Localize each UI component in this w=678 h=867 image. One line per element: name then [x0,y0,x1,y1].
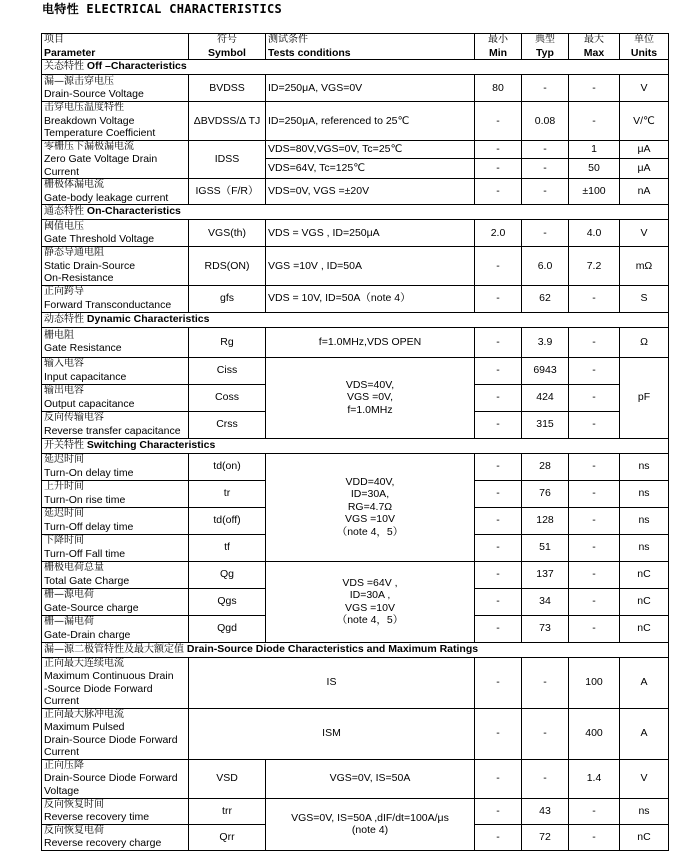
cell-vgs-en: Gate Threshold Voltage [44,233,155,245]
cell-coss-max: - [569,384,620,411]
cell-rds-min: - [475,247,522,286]
cell-ism-en2: Drain-Source Diode Forward [44,733,178,746]
table-cell [42,534,189,561]
cell-vsd-min: - [475,759,522,798]
cell-header-typ_cn: 典型 [535,34,555,45]
cell-crss-en: Reverse transfer capacitance [44,424,181,437]
cell-crss-min: - [475,411,522,438]
cell-tdoff-min: - [475,507,522,534]
cell-qrr-max: - [569,824,620,850]
cell-qgs-en: Gate-Source charge [44,601,139,614]
cell-q_cond-l1: VDS =64V , [342,576,398,589]
cell-vsd-typ: - [522,759,569,798]
cell-tdoff-cn: 延迟时间 [44,508,84,519]
cell-tf-min: - [475,534,522,561]
cell-ciss-min: - [475,357,522,384]
cell-rg-max: - [569,327,620,357]
cell-qrr-cn: 反向恢复电荷 [44,824,104,836]
cell-idss-max1: 1 [569,140,620,158]
cell-gfs-sym: gfs [189,285,266,312]
table-cell [42,102,189,141]
cell-qgs-typ: 34 [522,588,569,615]
cell-tdoff-max: - [569,507,620,534]
cell-header-typ_en: Typ [536,46,554,59]
cell-header-cond_cn: 测试条件 [268,34,308,45]
cell-qrr-min: - [475,824,522,850]
cell-qgs-max: - [569,588,620,615]
cell-dbv-typ: 0.08 [522,102,569,141]
cell-header-unit_cn: 单位 [634,34,654,45]
cell-ism-unit: A [620,708,669,759]
cell-qg-cn: 栅极电荷总量 [44,562,104,573]
cell-vgs-cn: 阈值电压 [44,220,84,232]
cell-vgs-typ: - [522,220,569,247]
cell-ism-sym: ISM [189,708,475,759]
cell-header-param_cn: 项目 [44,34,64,45]
table-cell [42,220,189,247]
cell-header-cond_en: Tests conditions [268,46,351,59]
cell-gfs-cond: VDS = 10V, ID=50A（note 4） [266,285,475,312]
cell-ism-cn: 正向最大脉冲电流 [44,708,124,720]
cell-qrr-sym: Qrr [189,824,266,850]
cell-tdon-min: - [475,453,522,480]
cell-idss-unit2: μA [620,158,669,178]
cell-ism-en1: Maximum Pulsed [44,721,125,733]
cell-trr-cn: 反向恢复时间 [44,798,104,810]
cell-dbv-max: - [569,102,620,141]
cell-qgd-unit: nC [620,615,669,642]
cell-idss-cond1: VDS=80V,VGS=0V, Tc=25℃ [266,140,475,158]
cell-tdon-max: - [569,453,620,480]
cell-idss-unit1: μA [620,140,669,158]
section-dynamic [42,312,669,327]
cell-cap_cond-l2: VGS =0V, [346,391,394,404]
cell-header-param_en: Parameter [44,46,96,59]
cell-sw-cn: 开关特性 [44,439,84,451]
cell-is-unit: A [620,657,669,708]
cell-off-cn: 关态特性 [44,61,84,73]
cell-rg-cn: 栅电阻 [44,329,74,341]
table-row [42,179,669,205]
table-cell [42,285,189,312]
cell-header-max_en: Max [583,46,605,59]
cell-sw_cond-l2: ID=30A, [350,488,390,501]
cell-trr-max: - [569,798,620,824]
cell-qgd-en: Gate-Drain charge [44,628,131,641]
cell-rds-en1: Static Drain-Source [44,259,136,272]
table-row [42,102,669,141]
cell-qrr-en: Reverse recovery charge [44,837,162,849]
cell-vgs-unit: V [620,220,669,247]
table-cell [42,642,669,657]
cell-rows-cap_unit: pF [620,357,669,438]
cell-sw_cond-l4: VGS =10V [345,513,395,526]
section-switching [42,438,669,453]
table-row [42,220,669,247]
cell-dbv-cond: ID=250μA, referenced to 25℃ [266,102,475,141]
cell-sw-en: Switching Characteristics [86,438,216,451]
cell-ism-min: - [475,708,522,759]
table-row [42,708,669,759]
cell-sw_cond-l3: RG=4.7Ω [347,500,393,513]
cell-igss-unit: nA [620,179,669,205]
cell-idss-typ1: - [522,140,569,158]
cell-rg-typ: 3.9 [522,327,569,357]
cell-vsd-cn: 正向压降 [44,759,84,771]
cell-qgs-min: - [475,588,522,615]
cell-rds-unit: mΩ [620,247,669,286]
cell-gfs-typ: 62 [522,285,569,312]
cell-qrr-unit: nC [620,824,669,850]
electrical-characteristics-table [41,33,669,851]
table-cell [42,480,189,507]
table-cell [42,561,189,588]
cell-off-en: Off –Characteristics [86,60,187,73]
header-max [569,34,620,60]
header-parameter [42,34,189,60]
cell-igss-max: ±100 [569,179,620,205]
cell-idss-cond2: VDS=64V, Tc=125℃ [266,158,475,178]
cell-coss-cn: 输出电容 [44,385,84,396]
cell-ism-max: 400 [569,708,620,759]
section-off [42,60,669,75]
table-cell [42,798,189,824]
cell-igss-typ: - [522,179,569,205]
cell-qgd-cn: 栅—漏电荷 [44,616,94,627]
cell-rg-cond: f=1.0MHz,VDS OPEN [266,327,475,357]
cell-is-max: 100 [569,657,620,708]
cell-tr-sym: tr [189,480,266,507]
cell-igss-cn: 栅极体漏电流 [44,179,104,190]
cell-qgd-min: - [475,615,522,642]
cell-rg-min: - [475,327,522,357]
cell-ciss-max: - [569,357,620,384]
table-cell [42,75,189,102]
cell-ism-en3: Current [44,746,80,758]
cell-igss-min: - [475,179,522,205]
cell-rds-max: 7.2 [569,247,620,286]
cell-qrr-typ: 72 [522,824,569,850]
header-units [620,34,669,60]
header-conditions [266,34,475,60]
cell-rr_cond-l1: VGS=0V, IS=50A ,dIF/dt=100A/μs [291,811,449,824]
table-cell [42,179,189,205]
table-cell [42,411,189,438]
cell-tr-unit: ns [620,480,669,507]
header-min [475,34,522,60]
cell-cap_cond-l3: f=1.0MHz [347,403,393,416]
cell-dbv-unit: V/℃ [620,102,669,141]
table-row [42,798,669,824]
cell-idss-typ2: - [522,158,569,178]
table-cell [42,438,669,453]
cell-rds-cn: 静态导通电阻 [44,247,104,258]
cell-is-min: - [475,657,522,708]
cell-tr-min: - [475,480,522,507]
cell-coss-sym: Coss [189,384,266,411]
table-cell [42,588,189,615]
cell-is-cn: 正向最大连续电流 [44,657,124,669]
cell-qg-sym: Qg [189,561,266,588]
cell-dbv-min: - [475,102,522,141]
cell-coss-min: - [475,384,522,411]
table-row [42,453,669,480]
cell-idss-en1: Zero Gate Voltage Drain [44,153,158,165]
cell-q_cond-l2: ID=30A , [349,589,391,601]
cell-header-min_en: Min [488,46,508,59]
cell-tr-en: Turn-On rise time [44,493,126,506]
cell-qg-max: - [569,561,620,588]
cell-on-cn: 通态特性 [44,206,84,218]
cell-q_cond-l3: VGS =10V [345,601,395,614]
cell-tr-max: - [569,480,620,507]
cell-vsd-sym: VSD [189,759,266,798]
table-cell [266,357,475,438]
cell-header-min_cn: 最小 [488,34,508,45]
table-row [42,327,669,357]
table-row [42,140,669,158]
cell-dyn-en: Dynamic Characteristics [86,312,210,325]
cell-tf-unit: ns [620,534,669,561]
cell-qgs-unit: nC [620,588,669,615]
cell-sw_cond-l1: VDD=40V, [345,475,395,488]
cell-dyn-cn: 动态特性 [44,313,84,325]
cell-vsd-max: 1.4 [569,759,620,798]
table-cell [42,312,669,327]
cell-bvdss-sym: BVDSS [189,75,266,102]
cell-bvdss-cn: 漏—源击穿电压 [44,75,114,87]
cell-ism-typ: - [522,708,569,759]
cell-tdoff-sym: td(off) [189,507,266,534]
cell-tf-typ: 51 [522,534,569,561]
cell-bvdss-typ: - [522,75,569,102]
cell-tdon-en: Turn-On delay time [44,466,134,479]
cell-is-en1: Maximum Continuous Drain [44,670,174,682]
cell-vsd-cond: VGS=0V, IS=50A [266,759,475,798]
cell-qgs-cn: 栅—源电荷 [44,589,94,600]
cell-rg-unit: Ω [620,327,669,357]
cell-dbv-en1: Breakdown Voltage [44,114,135,127]
cell-tdon-cn: 延迟时间 [44,454,84,465]
cell-trr-sym: trr [189,798,266,824]
table-cell [266,798,475,850]
cell-trr-en: Reverse recovery time [44,811,150,823]
cell-coss-en: Output capacitance [44,397,135,410]
cell-trr-unit: ns [620,798,669,824]
cell-rds-cond: VGS =10V , ID=50A [266,247,475,286]
table-row [42,759,669,798]
cell-tdon-unit: ns [620,453,669,480]
cell-tf-max: - [569,534,620,561]
table-cell [42,205,669,220]
table-cell [42,384,189,411]
cell-tdon-sym: td(on) [189,453,266,480]
cell-idss-en2: Current [44,165,80,178]
cell-tf-en: Turn-Off Fall time [44,547,126,560]
cell-tr-typ: 76 [522,480,569,507]
cell-bvdss-max: - [569,75,620,102]
cell-is-sym: IS [189,657,475,708]
table-cell [42,507,189,534]
cell-vsd-en1: Drain-Source Diode Forward [44,772,178,785]
table-cell [42,357,189,384]
cell-header-symbol_cn: 符号 [217,34,237,45]
cell-coss-typ: 424 [522,384,569,411]
cell-crss-typ: 315 [522,411,569,438]
table-row [42,75,669,102]
cell-ciss-en: Input capacitance [44,370,127,383]
section-on [42,205,669,220]
cell-q_cond-l4: （note 4，5） [336,614,404,626]
cell-vgs-sym: VGS(th) [189,220,266,247]
cell-igss-sym: IGSS（F/R） [189,179,266,205]
table-cell [42,327,189,357]
cell-qg-typ: 137 [522,561,569,588]
table-row [42,357,669,384]
cell-tdoff-en: Turn-Off delay time [44,520,134,533]
cell-cap_cond-l1: VDS=40V, [345,378,395,391]
table-cell [42,60,669,75]
cell-bvdss-cond: ID=250μA, VGS=0V [266,75,475,102]
table-cell [266,453,475,561]
cell-idss-min2: - [475,158,522,178]
table-cell [42,824,189,850]
cell-vgs-min: 2.0 [475,220,522,247]
table-row [42,561,669,588]
cell-header-symbol_en: Symbol [208,46,246,59]
cell-rds-typ: 6.0 [522,247,569,286]
cell-rg-en: Gate Resistance [44,342,122,354]
cell-tdon-typ: 28 [522,453,569,480]
header-symbol [189,34,266,60]
cell-igss-cond: VDS=0V, VGS =±20V [266,179,475,205]
cell-dbv-en2: Temperature Coefficient [44,127,156,139]
header-row [42,34,669,60]
cell-rds-en2: On-Resistance [44,272,114,284]
cell-header-unit_en: Units [630,46,658,59]
cell-is-en2: -Source Diode Forward [44,682,153,695]
cell-tdoff-typ: 128 [522,507,569,534]
cell-diode-cn: 漏—源二极管特性及最大额定值 [44,643,184,655]
cell-sw_cond-l5: （note 4，5） [336,525,404,538]
cell-idss-cn: 零栅压下漏极漏电流 [44,140,134,152]
cell-bvdss-en: Drain-Source Voltage [44,88,144,100]
cell-on-en: On-Characteristics [86,205,181,218]
cell-crss-sym: Crss [189,411,266,438]
table-row [42,285,669,312]
cell-gfs-en: Forward Transconductance [44,298,172,311]
cell-qgd-max: - [569,615,620,642]
cell-ciss-cn: 输入电容 [44,358,84,369]
cell-vgs-cond: VDS = VGS , ID=250μA [266,220,475,247]
cell-gfs-cn: 正向跨导 [44,286,84,297]
cell-trr-min: - [475,798,522,824]
cell-gfs-min: - [475,285,522,312]
cell-header-max_cn: 最大 [584,34,604,45]
cell-qgs-sym: Qgs [189,588,266,615]
page-title: 电特性 ELECTRICAL CHARACTERISTICS [42,2,283,16]
cell-dbv-sym: ΔBVDSS/Δ TJ [189,102,266,141]
table-cell [42,615,189,642]
header-typ [522,34,569,60]
table-row [42,657,669,708]
cell-igss-en: Gate-body leakage current [44,191,169,204]
table-cell [42,140,189,179]
cell-idss-sym: IDSS [189,140,266,179]
table-cell [42,657,189,708]
cell-rg-sym: Rg [189,327,266,357]
table-cell [42,759,189,798]
cell-diode-en: Drain-Source Diode Characteristics and Maximum Ratings [186,642,479,655]
cell-vgs-max: 4.0 [569,220,620,247]
cell-tf-cn: 下降时间 [44,535,84,546]
cell-dbv-cn: 击穿电压温度特性 [44,102,124,113]
section-diode [42,642,669,657]
cell-crss-max: - [569,411,620,438]
cell-tdoff-unit: ns [620,507,669,534]
table-cell [42,453,189,480]
table-cell [42,708,189,759]
cell-tf-sym: tf [189,534,266,561]
cell-qgd-typ: 73 [522,615,569,642]
cell-ciss-sym: Ciss [189,357,266,384]
cell-gfs-max: - [569,285,620,312]
cell-bvdss-unit: V [620,75,669,102]
cell-is-typ: - [522,657,569,708]
table-row [42,247,669,286]
cell-qg-unit: nC [620,561,669,588]
cell-gfs-unit: S [620,285,669,312]
cell-rds-sym: RDS(ON) [189,247,266,286]
cell-qgd-sym: Qgd [189,615,266,642]
cell-qg-en: Total Gate Charge [44,574,130,587]
table-cell [42,247,189,286]
cell-is-en3: Current [44,695,80,707]
cell-rr_cond-l2: (note 4) [351,824,389,836]
cell-idss-min1: - [475,140,522,158]
cell-trr-typ: 43 [522,798,569,824]
cell-vsd-unit: V [620,759,669,798]
cell-idss-max2: 50 [569,158,620,178]
cell-bvdss-min: 80 [475,75,522,102]
cell-qg-min: - [475,561,522,588]
cell-tr-cn: 上升时间 [44,481,84,492]
cell-crss-cn: 反向传输电容 [44,412,104,423]
cell-ciss-typ: 6943 [522,357,569,384]
table-cell [266,561,475,642]
cell-vsd-en2: Voltage [44,784,80,797]
